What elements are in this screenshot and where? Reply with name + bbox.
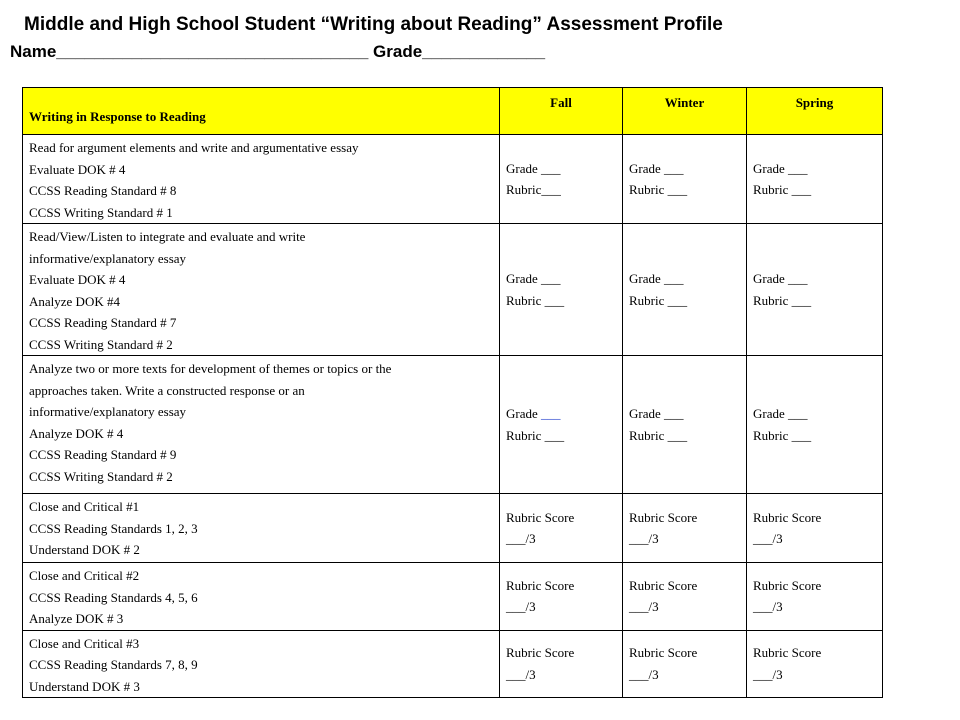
fall-cell (500, 494, 623, 563)
rubric-blank: Rubric ___ (629, 292, 688, 308)
desc-line: CCSS Reading Standards 7, 8, 9 (29, 657, 198, 672)
header-winter: Winter (623, 88, 747, 135)
desc-line: Understand DOK # 3 (29, 678, 140, 694)
row-description (23, 224, 500, 356)
spring-cell (747, 135, 883, 224)
row-description (23, 563, 500, 631)
desc-line: Close and Critical #1 (29, 499, 140, 514)
rubric-score-blank: ___/3 (753, 531, 783, 546)
spring-cell (747, 494, 883, 563)
rubric-score-label: Rubric Score (506, 509, 575, 525)
table-row (23, 630, 883, 698)
header-row (23, 88, 883, 135)
desc-line: Analyze DOK # 3 (29, 611, 124, 626)
fall-cell (500, 224, 623, 356)
winter-cell (623, 630, 747, 698)
grade-blank: Grade ___ (753, 271, 808, 286)
table-row (23, 224, 883, 356)
grade-blank (506, 403, 616, 425)
rubric-score-blank: ___/3 (629, 666, 659, 682)
desc-line: CCSS Reading Standard # 7 (29, 315, 177, 330)
header-writing-in-response: Writing in Response to Reading (23, 88, 500, 135)
rubric-score-blank: ___/3 (629, 599, 659, 615)
fall-cell (500, 356, 623, 494)
rubric-score-label: Rubric Score (753, 645, 822, 661)
winter-cell (623, 494, 747, 563)
grade-blank: Grade ___ (506, 271, 561, 286)
row-description (23, 494, 500, 563)
rubric-blank: Rubric ___ (506, 427, 565, 443)
desc-line: Evaluate DOK # 4 (29, 272, 126, 287)
desc-line: Read for argument elements and write and argumentative essay (29, 140, 359, 155)
desc-line: Analyze two or more texts for development of themes or topics or the (29, 361, 392, 376)
table-row (23, 135, 883, 224)
page-title: Middle and High School Student “Writing about Reading” Assessment Profile (24, 14, 723, 35)
rubric-blank: Rubric___ (506, 182, 561, 197)
rubric-score-blank: ___/3 (753, 666, 783, 682)
desc-line: CCSS Reading Standards 4, 5, 6 (29, 589, 198, 605)
rubric-score-label: Rubric Score (506, 577, 575, 593)
spring-cell (747, 630, 883, 698)
desc-line: Read/View/Listen to integrate and evaluate and write (29, 229, 306, 244)
spring-cell (747, 356, 883, 494)
row-description (23, 135, 500, 224)
table-row (23, 563, 883, 631)
spring-cell (747, 224, 883, 356)
desc-line: CCSS Reading Standard # 8 (29, 183, 177, 198)
desc-line: CCSS Writing Standard # 2 (29, 468, 173, 484)
rubric-score-label: Rubric Score (629, 509, 698, 525)
rubric-score-blank: ___/3 (506, 531, 536, 546)
rubric-score-blank: ___/3 (506, 599, 536, 615)
rubric-score-label: Rubric Score (753, 509, 822, 525)
rubric-score-label: Rubric Score (629, 577, 698, 593)
desc-line: Analyze DOK #4 (29, 293, 120, 309)
desc-line: Analyze DOK # 4 (29, 425, 124, 441)
rubric-blank: Rubric ___ (753, 427, 812, 443)
table-row (23, 356, 883, 494)
rubric-score-label: Rubric Score (506, 645, 575, 661)
winter-cell (623, 135, 747, 224)
grade-blank: Grade ___ (753, 160, 808, 176)
grade-blank: Grade ___ (629, 406, 684, 421)
desc-line: CCSS Writing Standard # 1 (29, 204, 173, 220)
winter-cell (623, 563, 747, 631)
winter-cell (623, 224, 747, 356)
grade-blank: Grade ___ (753, 406, 808, 421)
desc-line: informative/explanatory essay (29, 250, 187, 266)
rubric-score-blank: ___/3 (506, 666, 536, 682)
header-spring: Spring (747, 88, 883, 135)
desc-line: CCSS Writing Standard # 2 (29, 336, 173, 352)
desc-line: approaches taken. Write a constructed response or an (29, 382, 305, 398)
desc-line: Close and Critical #3 (29, 635, 140, 651)
rubric-score-blank: ___/3 (753, 599, 783, 615)
rubric-score-label: Rubric Score (753, 577, 822, 593)
assessment-table (22, 87, 883, 698)
fall-cell (500, 563, 623, 631)
desc-line: Evaluate DOK # 4 (29, 161, 126, 177)
desc-line: CCSS Reading Standard # 9 (29, 447, 177, 462)
table-row (23, 494, 883, 563)
name-grade-line: Name_________________________________ Grade_____________ (10, 42, 546, 61)
desc-line: informative/explanatory essay (29, 404, 187, 419)
grade-blank: Grade ___ (506, 160, 561, 176)
rubric-score-label: Rubric Score (629, 645, 698, 661)
row-description (23, 356, 500, 494)
fall-cell (500, 630, 623, 698)
rubric-blank: Rubric ___ (753, 292, 812, 308)
rubric-blank: Rubric ___ (629, 182, 688, 197)
grade-blank-highlight: ___ (541, 406, 561, 421)
row-description (23, 630, 500, 698)
desc-line: CCSS Reading Standards 1, 2, 3 (29, 520, 198, 536)
header-fall: Fall (500, 88, 623, 135)
desc-line: Close and Critical #2 (29, 568, 140, 583)
rubric-blank: Rubric ___ (629, 427, 688, 443)
desc-line: Understand DOK # 2 (29, 542, 140, 557)
grade-label: Grade (506, 406, 542, 421)
fall-cell (500, 135, 623, 224)
rubric-score-blank: ___/3 (629, 531, 659, 546)
rubric-blank: Rubric ___ (506, 292, 565, 308)
winter-cell (623, 356, 747, 494)
rubric-blank: Rubric ___ (753, 182, 812, 197)
spring-cell (747, 563, 883, 631)
grade-blank: Grade ___ (629, 271, 684, 286)
grade-blank: Grade ___ (629, 160, 684, 176)
